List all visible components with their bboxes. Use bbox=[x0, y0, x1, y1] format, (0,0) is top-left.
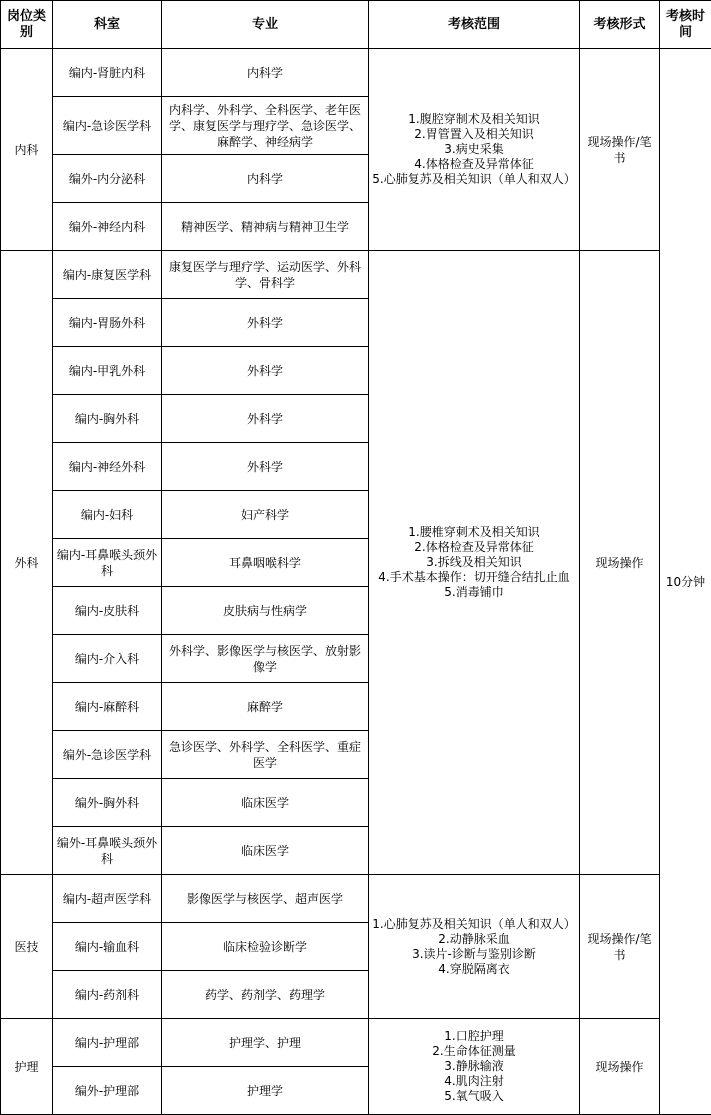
header-row bbox=[1, 1, 711, 49]
dept-cell: 编外-胸外科 bbox=[53, 779, 162, 827]
table-row bbox=[1, 49, 711, 97]
table-row bbox=[1, 875, 711, 923]
scope-cell: 1.口腔护理 2.生命体征测量 3.静脉输液 4.肌肉注射 5.氧气吸入 bbox=[369, 1019, 580, 1115]
major-cell: 妇产科学 bbox=[162, 491, 369, 539]
dept-cell: 编内-甲乳外科 bbox=[53, 347, 162, 395]
table-row bbox=[1, 1019, 711, 1067]
header-major: 专业 bbox=[162, 1, 369, 49]
dept-cell: 编内-超声医学科 bbox=[53, 875, 162, 923]
dept-cell: 编内-胃肠外科 bbox=[53, 299, 162, 347]
major-cell: 急诊医学、外科学、全科医学、重症医学 bbox=[162, 731, 369, 779]
major-cell: 耳鼻咽喉科学 bbox=[162, 539, 369, 587]
form-cell: 现场操作 bbox=[580, 251, 660, 875]
table-row bbox=[1, 251, 711, 299]
major-cell: 临床医学 bbox=[162, 827, 369, 875]
major-cell: 内科学 bbox=[162, 49, 369, 97]
dept-cell: 编内-胸外科 bbox=[53, 395, 162, 443]
dept-cell: 编内-康复医学科 bbox=[53, 251, 162, 299]
header-form: 考核形式 bbox=[580, 1, 660, 49]
major-cell: 外科学 bbox=[162, 299, 369, 347]
time-cell: 10分钟 bbox=[660, 49, 711, 1115]
dept-cell: 编内-药剂科 bbox=[53, 971, 162, 1019]
scope-cell: 1.腹腔穿制术及相关知识 2.胃管置入及相关知识 3.病史采集 4.体格检查及异常体征 5.心肺复苏及相关知识（单人和双人） bbox=[369, 49, 580, 251]
dept-cell: 编内-神经外科 bbox=[53, 443, 162, 491]
major-cell: 护理学 bbox=[162, 1067, 369, 1115]
dept-cell: 编外-内分泌科 bbox=[53, 155, 162, 203]
dept-cell: 编外-耳鼻喉头颈外科 bbox=[53, 827, 162, 875]
major-cell: 外科学 bbox=[162, 443, 369, 491]
major-cell: 内科学 bbox=[162, 155, 369, 203]
major-cell: 内科学、外科学、全科医学、老年医学、康复医学与理疗学、急诊医学、麻醉学、神经病学 bbox=[162, 97, 369, 155]
category-cell: 内科 bbox=[1, 49, 53, 251]
header-time: 考核时间 bbox=[660, 1, 711, 49]
major-cell: 外科学 bbox=[162, 347, 369, 395]
dept-cell: 编内-介入科 bbox=[53, 635, 162, 683]
form-cell: 现场操作/笔书 bbox=[580, 875, 660, 1019]
major-cell: 精神医学、精神病与精神卫生学 bbox=[162, 203, 369, 251]
header-dept: 科室 bbox=[53, 1, 162, 49]
major-cell: 外科学 bbox=[162, 395, 369, 443]
major-cell: 护理学、护理 bbox=[162, 1019, 369, 1067]
major-cell: 外科学、影像医学与核医学、放射影像学 bbox=[162, 635, 369, 683]
major-cell: 临床检验诊断学 bbox=[162, 923, 369, 971]
dept-cell: 编内-急诊医学科 bbox=[53, 97, 162, 155]
category-cell: 医技 bbox=[1, 875, 53, 1019]
major-cell: 皮肤病与性病学 bbox=[162, 587, 369, 635]
dept-cell: 编内-护理部 bbox=[53, 1019, 162, 1067]
header-scope: 考核范围 bbox=[369, 1, 580, 49]
major-cell: 药学、药剂学、药理学 bbox=[162, 971, 369, 1019]
scope-cell: 1.心肺复苏及相关知识（单人和双人） 2.动静脉采血 3.读片-诊断与鉴别诊断 4.穿脱隔离衣 bbox=[369, 875, 580, 1019]
major-cell: 临床医学 bbox=[162, 779, 369, 827]
major-cell: 影像医学与核医学、超声医学 bbox=[162, 875, 369, 923]
scope-cell: 1.腰椎穿刺术及相关知识 2.体格检查及异常体征 3.拆线及相关知识 4.手术基本操作：切开缝合结扎止血 5.消毒铺巾 bbox=[369, 251, 580, 875]
dept-cell: 编内-皮肤科 bbox=[53, 587, 162, 635]
dept-cell: 编内-妇科 bbox=[53, 491, 162, 539]
category-cell: 护理 bbox=[1, 1019, 53, 1115]
category-cell: 外科 bbox=[1, 251, 53, 875]
major-cell: 麻醉学 bbox=[162, 683, 369, 731]
dept-cell: 编外-护理部 bbox=[53, 1067, 162, 1115]
major-cell: 康复医学与理疗学、运动医学、外科学、骨科学 bbox=[162, 251, 369, 299]
dept-cell: 编内-输血科 bbox=[53, 923, 162, 971]
dept-cell: 编内-耳鼻喉头颈外科 bbox=[53, 539, 162, 587]
dept-cell: 编内-肾脏内科 bbox=[53, 49, 162, 97]
dept-cell: 编内-麻醉科 bbox=[53, 683, 162, 731]
header-category: 岗位类别 bbox=[1, 1, 53, 49]
dept-cell: 编外-急诊医学科 bbox=[53, 731, 162, 779]
dept-cell: 编外-神经内科 bbox=[53, 203, 162, 251]
form-cell: 现场操作 bbox=[580, 1019, 660, 1115]
form-cell: 现场操作/笔书 bbox=[580, 49, 660, 251]
